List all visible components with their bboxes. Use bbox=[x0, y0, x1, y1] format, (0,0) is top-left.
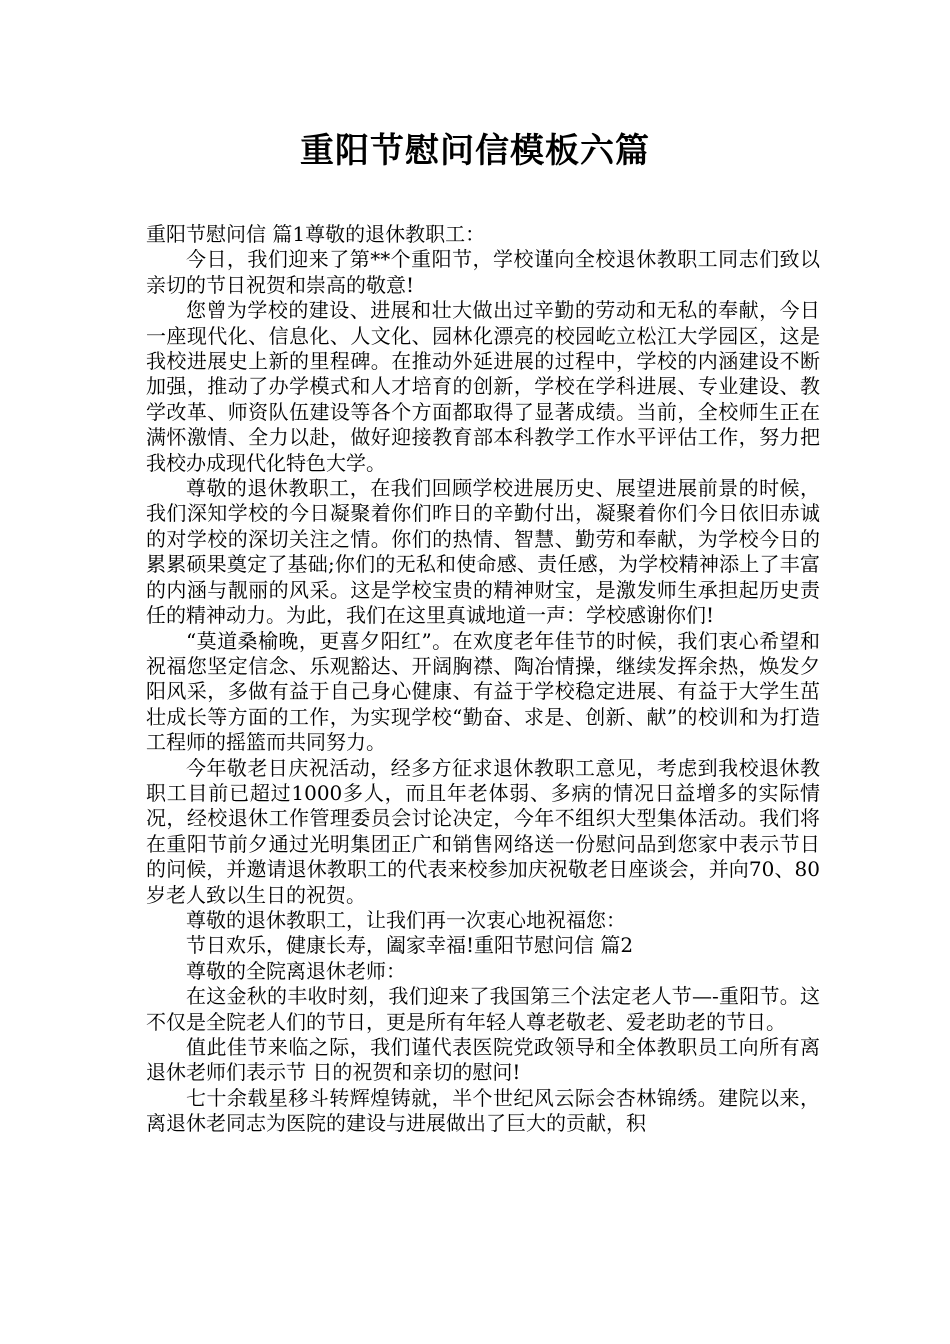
body-paragraph: 值此佳节来临之际，我们谨代表医院党政领导和全体教职员工向所有离退休老师们表示节 日的祝贺和亲切的慰问! bbox=[146, 1035, 820, 1085]
body-paragraph: 七十余载星移斗转辉煌铸就，半个世纪风云际会杏林锦绣。建院以来，离退休老同志为医院的建设与进展做出了巨大的贡献，积 bbox=[146, 1085, 820, 1136]
body-paragraph: 重阳节慰问信 篇1尊敬的退休教职工： bbox=[146, 222, 486, 246]
body-paragraph: 今年敬老日庆祝活动，经多方征求退休教职工意见，考虑到我校退休教职工目前已超过1000多人，而且年老体弱、多病的情况日益增多的实际情况，经校退休工作管理委员会讨论决定，今年不组织大型集体活动。我们将在重阳节前夕通过光明集团正广和销售网络送一份慰问品到您家中表示节日的问候，并邀请退休教职工的代表来校参加庆祝敬老日座谈会，并向70、80岁老人致以生日的祝贺。 bbox=[146, 755, 820, 907]
body-paragraph: “莫道桑榆晚，更喜夕阳红”。在欢度老年佳节的时候，我们衷心希望和祝福您坚定信念、乐观豁达、开阔胸襟、陶冶情操，继续发挥余热，焕发夕阳风采，多做有益于自己身心健康、有益于学校稳定进展、有益于大学生茁壮成长等方面的工作，为实现学校“勤奋、求是、创新、献”的校训和为打造工程师的摇篮而共同努力。 bbox=[146, 628, 820, 755]
document-body bbox=[146, 222, 820, 1137]
document-title: 重阳节慰问信模板六篇 bbox=[300, 131, 650, 171]
body-paragraph: 您曾为学校的建设、进展和壮大做出过辛勤的劳动和无私的奉献，今日一座现代化、信息化、人文化、园林化漂亮的校园屹立松江大学园区，这是我校进展史上新的里程碑。在推动外延进展的过程中，学校的内涵建设不断加强，推动了办学模式和人才培育的创新，学校在学科进展、专业建设、教学改革、师资队伍建设等各个方面都取得了显著成绩。当前，全校师生正在满怀激情、全力以赴，做好迎接教育部本科教学工作水平评估工作，努力把我校办成现代化特色大学。 bbox=[146, 298, 820, 475]
body-paragraph: 今日，我们迎来了第**个重阳节，学校谨向全校退休教职工同志们致以亲切的节日祝贺和崇高的敬意! bbox=[146, 247, 820, 297]
body-paragraph: 在这金秋的丰收时刻，我们迎来了我国第三个法定老人节—-重阳节。这不仅是全院老人们的节日，更是所有年轻人尊老敬老、爱老助老的节日。 bbox=[146, 984, 820, 1034]
body-paragraph: 节日欢乐，健康长寿，阖家幸福!重阳节慰问信 篇2 bbox=[186, 933, 634, 958]
body-paragraph: 尊敬的退休教职工，在我们回顾学校进展历史、展望进展前景的时候，我们深知学校的今日凝聚着你们昨日的辛勤付出，凝聚着你们今日依旧赤诚的对学校的深切关注之情。你们的热情、智慧、勤劳和奉献，为学校今日的累累硕果奠定了基础;你们的无私和使命感、责任感，为学校精神添上了丰富的内涵与靓丽的风采。这是学校宝贵的精神财宝，是激发师生承担起历史责任的精神动力。为此，我们在这里真诚地道一声：学校感谢你们! bbox=[146, 476, 820, 628]
body-paragraph: 尊敬的退休教职工，让我们再一次衷心地祝福您： bbox=[186, 907, 626, 932]
body-paragraph: 尊敬的全院离退休老师： bbox=[186, 958, 406, 983]
